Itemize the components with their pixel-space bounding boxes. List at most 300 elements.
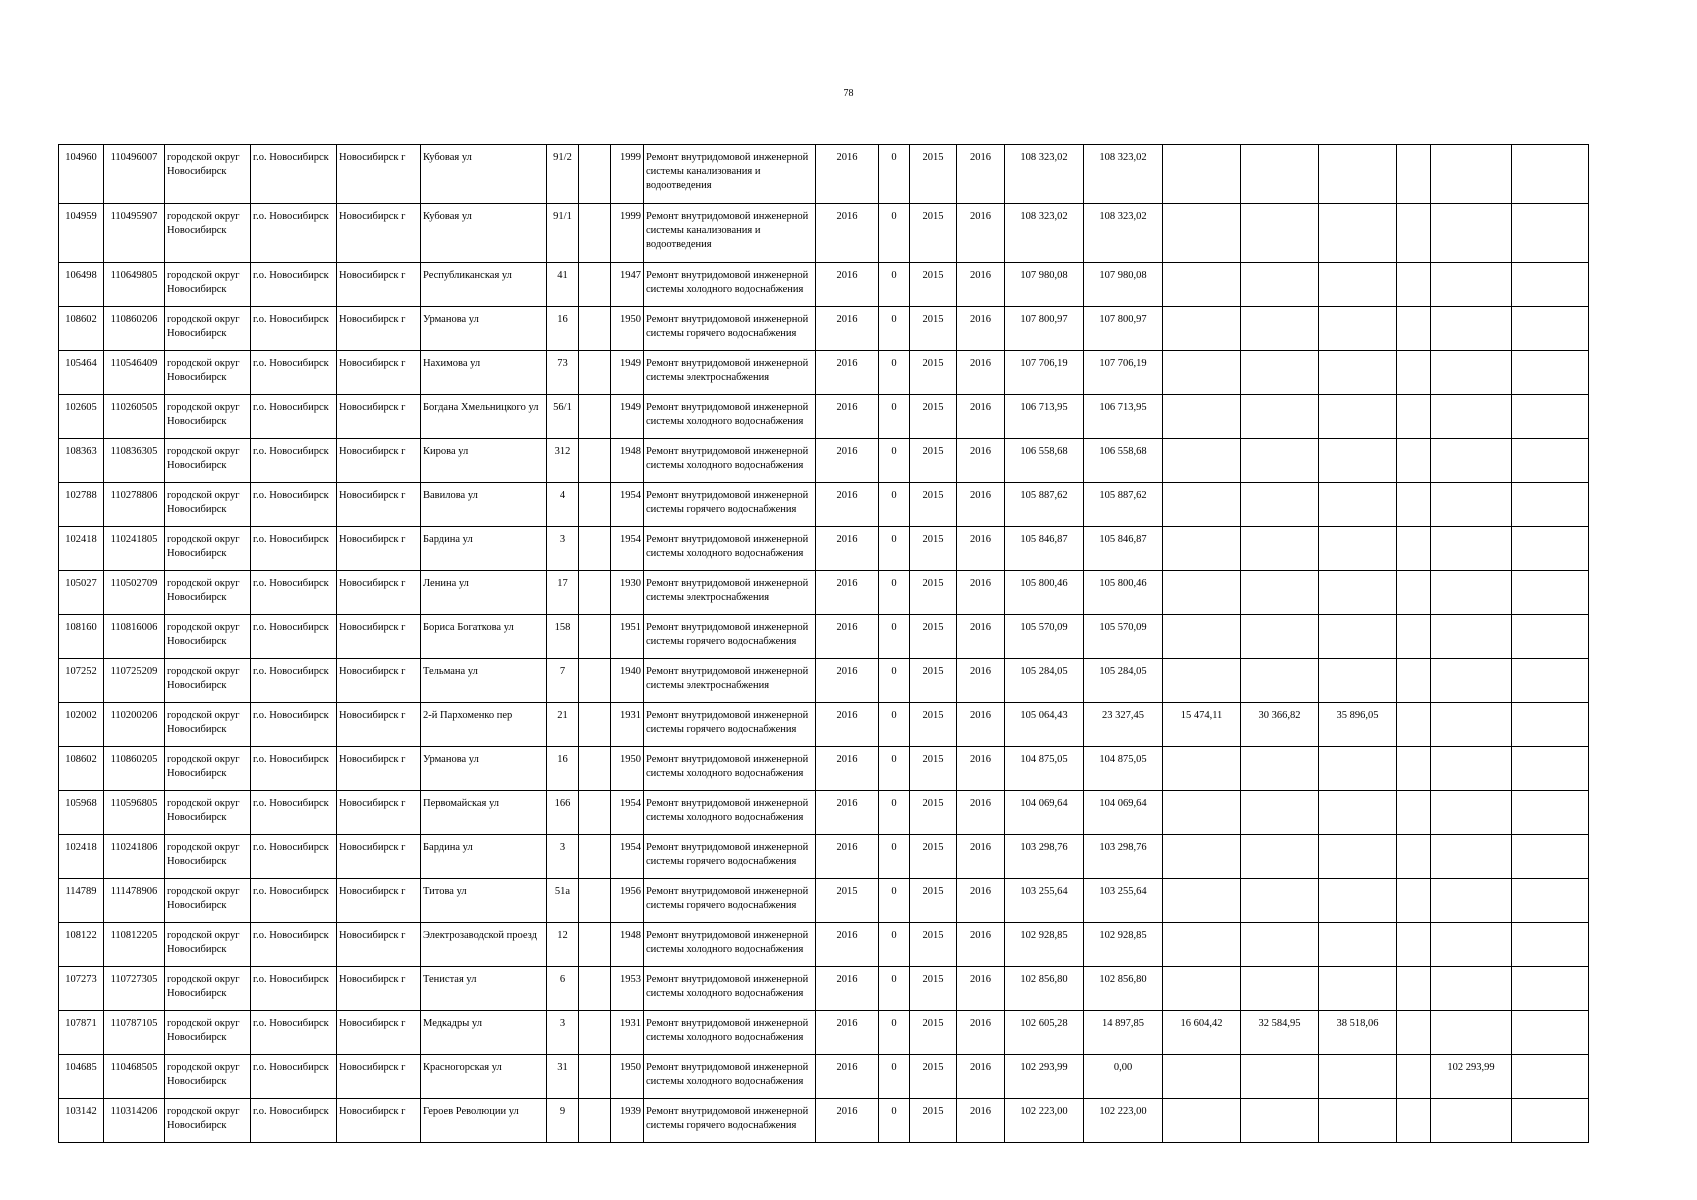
row-city: Новосибирск г [337,1011,421,1055]
row-extra-2: 30 366,82 [1241,703,1319,747]
row-extra-1 [1163,747,1241,791]
row-house: 158 [547,615,579,659]
row-work-type: Ремонт внутридомовой инженерной системы горячего водоснабжения [644,483,816,527]
row-total-cost: 107 980,08 [1005,263,1084,307]
row-city: Новосибирск г [337,879,421,923]
row-fund-amount: 104 875,05 [1084,747,1163,791]
row-extra-2 [1241,659,1319,703]
row-street: Тельмана ул [421,659,547,703]
row-year-built: 1999 [611,145,644,204]
row-city: Новосибирск г [337,527,421,571]
row-district: г.о. Новосибирск [251,439,337,483]
row-blank [579,204,611,263]
row-city: Новосибирск г [337,263,421,307]
row-extra-6 [1512,615,1589,659]
row-extra-1 [1163,1099,1241,1143]
row-year-from: 2015 [910,747,957,791]
row-year-plan: 2016 [816,1055,879,1099]
row-extra-4 [1397,1055,1431,1099]
row-blank [579,1099,611,1143]
table-row [59,967,1589,1011]
row-extra-3 [1319,1055,1397,1099]
row-street: Урманова ул [421,747,547,791]
row-work-type: Ремонт внутридомовой инженерной системы горячего водоснабжения [644,879,816,923]
row-extra-2 [1241,527,1319,571]
row-street: Урманова ул [421,307,547,351]
row-year-built: 1951 [611,615,644,659]
row-extra-1 [1163,527,1241,571]
row-work-type: Ремонт внутридомовой инженерной системы горячего водоснабжения [644,703,816,747]
row-extra-4 [1397,879,1431,923]
row-extra-3 [1319,747,1397,791]
table-row [59,571,1589,615]
row-year-from: 2015 [910,307,957,351]
row-code: 110836305 [104,439,165,483]
row-municipality: городской округ Новосибирск [165,879,251,923]
row-municipality: городской округ Новосибирск [165,967,251,1011]
row-year-plan: 2016 [816,923,879,967]
row-extra-4 [1397,145,1431,204]
row-municipality: городской округ Новосибирск [165,571,251,615]
row-house: 51а [547,879,579,923]
row-city: Новосибирск г [337,307,421,351]
row-municipality: городской округ Новосибирск [165,703,251,747]
row-fund-amount: 0,00 [1084,1055,1163,1099]
row-year-to: 2016 [957,923,1005,967]
row-extra-5 [1431,967,1512,1011]
row-extra-2 [1241,791,1319,835]
row-city: Новосибирск г [337,439,421,483]
row-street: Титова ул [421,879,547,923]
row-work-type: Ремонт внутридомовой инженерной системы горячего водоснабжения [644,615,816,659]
row-house: 17 [547,571,579,615]
row-extra-1 [1163,307,1241,351]
row-extra-1 [1163,571,1241,615]
row-blank [579,483,611,527]
row-zero: 0 [879,439,910,483]
row-extra-3 [1319,879,1397,923]
row-blank [579,747,611,791]
row-extra-1: 16 604,42 [1163,1011,1241,1055]
row-total-cost: 107 800,97 [1005,307,1084,351]
row-year-built: 1930 [611,571,644,615]
row-code: 110816006 [104,615,165,659]
row-year-from: 2015 [910,1055,957,1099]
row-id: 104960 [59,145,104,204]
row-extra-4 [1397,483,1431,527]
row-city: Новосибирск г [337,791,421,835]
row-year-from: 2015 [910,263,957,307]
row-city: Новосибирск г [337,659,421,703]
row-year-built: 1940 [611,659,644,703]
row-year-from: 2015 [910,703,957,747]
row-extra-3 [1319,571,1397,615]
row-year-from: 2015 [910,1011,957,1055]
row-year-plan: 2016 [816,483,879,527]
row-extra-2 [1241,615,1319,659]
row-street: Красногорская ул [421,1055,547,1099]
row-blank [579,439,611,483]
row-year-built: 1948 [611,439,644,483]
row-house: 73 [547,351,579,395]
row-total-cost: 102 223,00 [1005,1099,1084,1143]
row-street: Республиканская ул [421,263,547,307]
row-blank [579,879,611,923]
row-street: Вавилова ул [421,483,547,527]
row-year-built: 1999 [611,204,644,263]
row-year-from: 2015 [910,527,957,571]
row-extra-3 [1319,923,1397,967]
row-extra-6 [1512,967,1589,1011]
row-code: 110496007 [104,145,165,204]
row-house: 16 [547,307,579,351]
row-total-cost: 105 064,43 [1005,703,1084,747]
row-extra-2 [1241,923,1319,967]
row-district: г.о. Новосибирск [251,263,337,307]
row-extra-3: 35 896,05 [1319,703,1397,747]
row-year-built: 1949 [611,395,644,439]
row-zero: 0 [879,204,910,263]
row-extra-3: 38 518,06 [1319,1011,1397,1055]
row-extra-3 [1319,351,1397,395]
row-fund-amount: 104 069,64 [1084,791,1163,835]
row-extra-4 [1397,395,1431,439]
row-year-from: 2015 [910,395,957,439]
row-extra-6 [1512,307,1589,351]
row-year-plan: 2016 [816,263,879,307]
row-extra-1 [1163,395,1241,439]
row-extra-6 [1512,483,1589,527]
row-municipality: городской округ Новосибирск [165,1055,251,1099]
row-blank [579,659,611,703]
row-extra-1 [1163,923,1241,967]
row-municipality: городской округ Новосибирск [165,923,251,967]
row-id: 108602 [59,747,104,791]
row-year-to: 2016 [957,439,1005,483]
row-work-type: Ремонт внутридомовой инженерной системы холодного водоснабжения [644,439,816,483]
row-extra-2 [1241,483,1319,527]
row-extra-4 [1397,659,1431,703]
row-fund-amount: 102 223,00 [1084,1099,1163,1143]
row-municipality: городской округ Новосибирск [165,204,251,263]
row-total-cost: 102 293,99 [1005,1055,1084,1099]
row-extra-5 [1431,879,1512,923]
row-street: Ленина ул [421,571,547,615]
row-year-plan: 2016 [816,527,879,571]
row-extra-4 [1397,791,1431,835]
row-extra-6 [1512,263,1589,307]
table-row [59,483,1589,527]
row-year-to: 2016 [957,395,1005,439]
row-street: Нахимова ул [421,351,547,395]
row-municipality: городской округ Новосибирск [165,747,251,791]
row-blank [579,791,611,835]
row-code: 110787105 [104,1011,165,1055]
row-blank [579,1011,611,1055]
row-street: Тенистая ул [421,967,547,1011]
row-work-type: Ремонт внутридомовой инженерной системы холодного водоснабжения [644,791,816,835]
row-district: г.о. Новосибирск [251,967,337,1011]
row-extra-3 [1319,483,1397,527]
row-extra-5 [1431,307,1512,351]
row-house: 3 [547,835,579,879]
row-code: 110860205 [104,747,165,791]
row-district: г.о. Новосибирск [251,703,337,747]
row-extra-1 [1163,615,1241,659]
row-extra-4 [1397,1099,1431,1143]
table-row [59,659,1589,703]
row-blank [579,307,611,351]
row-extra-1 [1163,1055,1241,1099]
row-id: 102605 [59,395,104,439]
row-municipality: городской округ Новосибирск [165,439,251,483]
row-extra-5 [1431,659,1512,703]
row-code: 110546409 [104,351,165,395]
row-extra-1 [1163,659,1241,703]
row-year-from: 2015 [910,351,957,395]
row-extra-5 [1431,483,1512,527]
row-fund-amount: 108 323,02 [1084,204,1163,263]
row-work-type: Ремонт внутридомовой инженерной системы электроснабжения [644,571,816,615]
row-year-built: 1953 [611,967,644,1011]
row-zero: 0 [879,145,910,204]
row-work-type: Ремонт внутридомовой инженерной системы холодного водоснабжения [644,395,816,439]
row-year-built: 1954 [611,527,644,571]
row-zero: 0 [879,1055,910,1099]
row-house: 166 [547,791,579,835]
row-street: Кубовая ул [421,204,547,263]
row-extra-6 [1512,747,1589,791]
row-house: 4 [547,483,579,527]
row-house: 41 [547,263,579,307]
row-extra-5 [1431,615,1512,659]
row-extra-6 [1512,571,1589,615]
row-city: Новосибирск г [337,145,421,204]
row-street: Бардина ул [421,835,547,879]
row-year-from: 2015 [910,571,957,615]
row-city: Новосибирск г [337,967,421,1011]
row-year-built: 1954 [611,791,644,835]
row-extra-2 [1241,307,1319,351]
row-extra-1 [1163,204,1241,263]
row-year-from: 2015 [910,923,957,967]
row-blank [579,351,611,395]
table-row [59,263,1589,307]
row-code: 111478906 [104,879,165,923]
row-house: 7 [547,659,579,703]
row-street: Бориса Богаткова ул [421,615,547,659]
row-year-from: 2015 [910,615,957,659]
row-total-cost: 103 255,64 [1005,879,1084,923]
row-id: 105968 [59,791,104,835]
row-total-cost: 104 069,64 [1005,791,1084,835]
table-row [59,1011,1589,1055]
row-zero: 0 [879,747,910,791]
row-district: г.о. Новосибирск [251,923,337,967]
row-house: 312 [547,439,579,483]
row-year-built: 1950 [611,747,644,791]
row-municipality: городской округ Новосибирск [165,791,251,835]
row-code: 110241805 [104,527,165,571]
row-extra-6 [1512,439,1589,483]
row-extra-3 [1319,263,1397,307]
table-row [59,1099,1589,1143]
row-zero: 0 [879,527,910,571]
row-year-plan: 2016 [816,1011,879,1055]
row-extra-5 [1431,1099,1512,1143]
row-year-built: 1939 [611,1099,644,1143]
row-id: 107871 [59,1011,104,1055]
row-work-type: Ремонт внутридомовой инженерной системы холодного водоснабжения [644,747,816,791]
row-code: 110468505 [104,1055,165,1099]
row-extra-3 [1319,204,1397,263]
row-city: Новосибирск г [337,204,421,263]
row-year-built: 1956 [611,879,644,923]
row-municipality: городской округ Новосибирск [165,483,251,527]
row-municipality: городской округ Новосибирск [165,395,251,439]
row-extra-5 [1431,923,1512,967]
row-blank [579,527,611,571]
row-year-to: 2016 [957,1055,1005,1099]
row-code: 110860206 [104,307,165,351]
row-house: 31 [547,1055,579,1099]
row-work-type: Ремонт внутридомовой инженерной системы холодного водоснабжения [644,1011,816,1055]
row-total-cost: 108 323,02 [1005,145,1084,204]
row-municipality: городской округ Новосибирск [165,1099,251,1143]
row-code: 110502709 [104,571,165,615]
row-fund-amount: 14 897,85 [1084,1011,1163,1055]
row-extra-4 [1397,835,1431,879]
page-number: 78 [843,88,854,99]
row-year-plan: 2016 [816,307,879,351]
row-year-plan: 2016 [816,835,879,879]
row-extra-3 [1319,527,1397,571]
row-district: г.о. Новосибирск [251,1011,337,1055]
row-house: 91/1 [547,204,579,263]
table-row [59,615,1589,659]
row-work-type: Ремонт внутридомовой инженерной системы холодного водоснабжения [644,527,816,571]
row-fund-amount: 103 255,64 [1084,879,1163,923]
row-city: Новосибирск г [337,615,421,659]
row-id: 104685 [59,1055,104,1099]
row-year-from: 2015 [910,439,957,483]
row-district: г.о. Новосибирск [251,571,337,615]
row-city: Новосибирск г [337,483,421,527]
row-extra-3 [1319,791,1397,835]
row-extra-4 [1397,923,1431,967]
row-id: 105027 [59,571,104,615]
row-street: Героев Революции ул [421,1099,547,1143]
row-district: г.о. Новосибирск [251,615,337,659]
row-year-to: 2016 [957,351,1005,395]
row-extra-4 [1397,204,1431,263]
row-blank [579,835,611,879]
table-row [59,145,1589,204]
row-id: 104959 [59,204,104,263]
row-house: 56/1 [547,395,579,439]
row-extra-3 [1319,1099,1397,1143]
row-district: г.о. Новосибирск [251,835,337,879]
row-extra-2 [1241,747,1319,791]
row-city: Новосибирск г [337,703,421,747]
row-work-type: Ремонт внутридомовой инженерной системы холодного водоснабжения [644,1055,816,1099]
row-blank [579,703,611,747]
row-zero: 0 [879,307,910,351]
row-extra-4 [1397,703,1431,747]
row-fund-amount: 102 856,80 [1084,967,1163,1011]
row-extra-6 [1512,145,1589,204]
row-year-from: 2015 [910,145,957,204]
row-zero: 0 [879,615,910,659]
row-extra-5 [1431,395,1512,439]
row-extra-5: 102 293,99 [1431,1055,1512,1099]
row-code: 110725209 [104,659,165,703]
row-extra-1 [1163,879,1241,923]
row-extra-5 [1431,1011,1512,1055]
row-blank [579,1055,611,1099]
row-district: г.о. Новосибирск [251,483,337,527]
row-zero: 0 [879,879,910,923]
row-blank [579,615,611,659]
row-extra-1 [1163,483,1241,527]
row-municipality: городской округ Новосибирск [165,307,251,351]
row-extra-2 [1241,263,1319,307]
row-id: 108602 [59,307,104,351]
row-total-cost: 108 323,02 [1005,204,1084,263]
row-zero: 0 [879,571,910,615]
row-city: Новосибирск г [337,571,421,615]
row-code: 110812205 [104,923,165,967]
row-extra-1: 15 474,11 [1163,703,1241,747]
row-municipality: городской округ Новосибирск [165,263,251,307]
row-house: 6 [547,967,579,1011]
row-blank [579,395,611,439]
row-extra-6 [1512,1099,1589,1143]
row-year-built: 1949 [611,351,644,395]
row-code: 110596805 [104,791,165,835]
row-extra-5 [1431,351,1512,395]
table-row [59,835,1589,879]
row-year-to: 2016 [957,791,1005,835]
row-extra-3 [1319,145,1397,204]
row-district: г.о. Новосибирск [251,527,337,571]
row-year-built: 1948 [611,923,644,967]
row-year-to: 2016 [957,703,1005,747]
row-blank [579,967,611,1011]
row-extra-6 [1512,204,1589,263]
row-extra-2 [1241,145,1319,204]
row-code: 110278806 [104,483,165,527]
row-extra-5 [1431,835,1512,879]
row-extra-2 [1241,835,1319,879]
row-street: Медкадры ул [421,1011,547,1055]
row-extra-1 [1163,351,1241,395]
row-code: 110495907 [104,204,165,263]
row-extra-4 [1397,615,1431,659]
row-total-cost: 105 284,05 [1005,659,1084,703]
row-zero: 0 [879,835,910,879]
row-extra-4 [1397,571,1431,615]
row-work-type: Ремонт внутридомовой инженерной системы холодного водоснабжения [644,263,816,307]
row-extra-5 [1431,204,1512,263]
row-id: 106498 [59,263,104,307]
row-work-type: Ремонт внутридомовой инженерной системы горячего водоснабжения [644,307,816,351]
row-street: Бардина ул [421,527,547,571]
row-house: 21 [547,703,579,747]
row-extra-5 [1431,527,1512,571]
row-id: 114789 [59,879,104,923]
row-total-cost: 105 887,62 [1005,483,1084,527]
